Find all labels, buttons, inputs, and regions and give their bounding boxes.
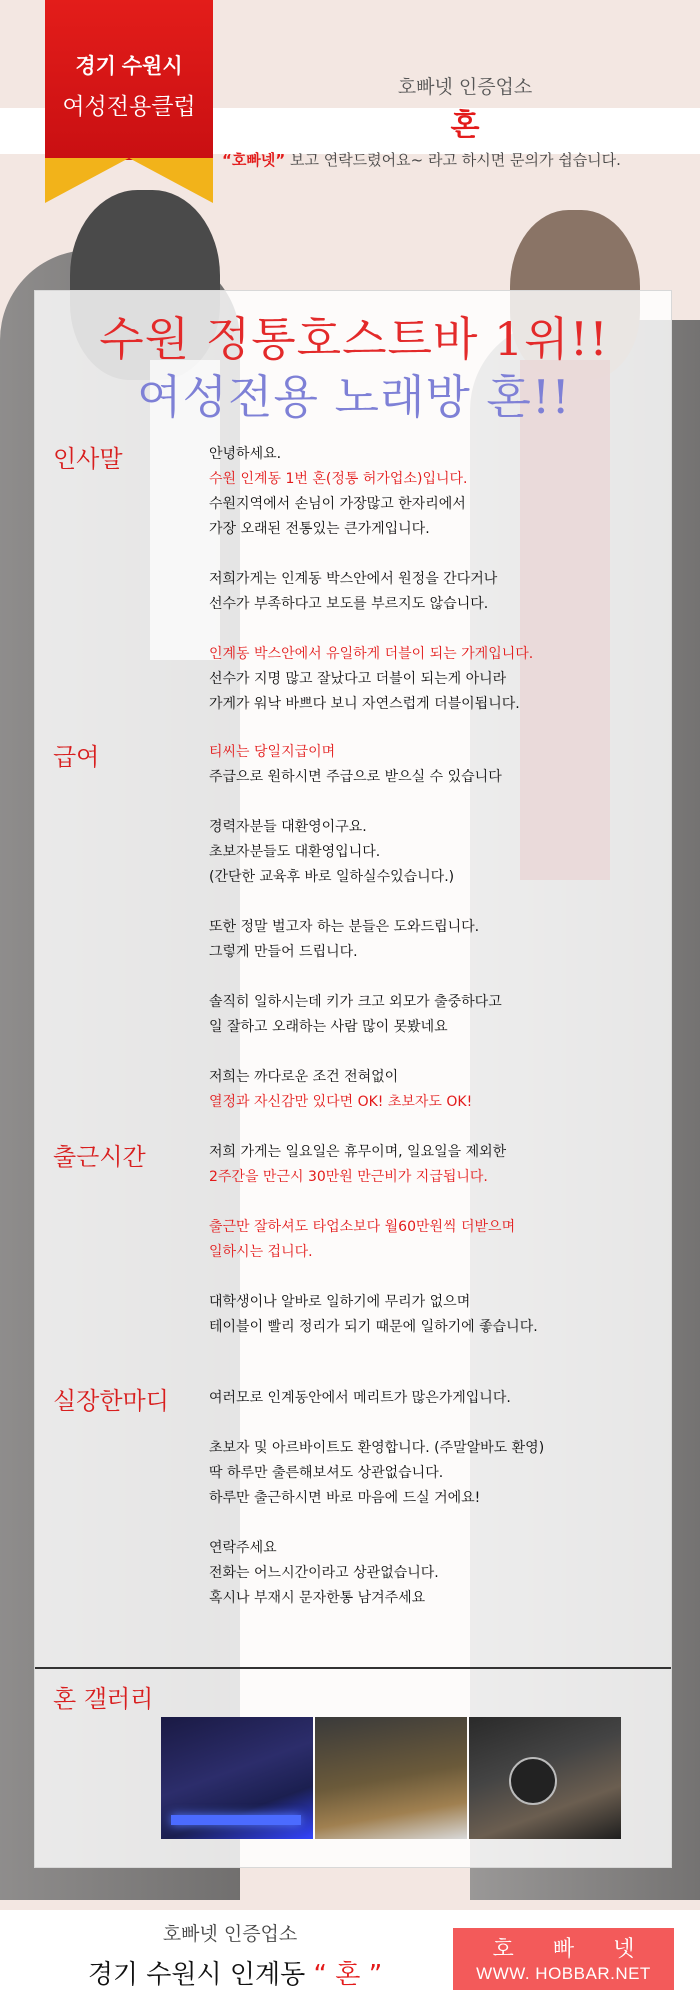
section-line: 가장 오래된 전통있는 큰가게입니다.: [209, 521, 430, 537]
section-line: [209, 1265, 649, 1290]
note-text: 보고 연락드렸어요~ 라고 하시면 문의가 쉽습니다.: [285, 151, 621, 169]
badge-region: 경기 수원시: [75, 54, 183, 78]
section-line: [209, 790, 649, 815]
gallery-title: 혼 갤러리: [53, 1685, 154, 1713]
section-line: 또한 정말 벌고자 하는 분들은 도와드립니다.: [209, 919, 480, 935]
section-line: 초보자분들도 대환영입니다.: [209, 844, 381, 860]
header-business-name: 혼: [450, 108, 480, 143]
hobbar-logo-url: WWW. HOBBAR.NET: [476, 1964, 651, 1983]
footer-quote-open: “: [313, 1960, 328, 1990]
region-ribbon-badge: [45, 0, 213, 205]
ribbon-red-block: [45, 0, 213, 160]
section-line: 초보자 및 아르바이트도 환영합니다. (주말알바도 환영): [209, 1440, 545, 1456]
section-line: 가게가 워낙 바쁘다 보니 자연스럽게 더블이됩니다.: [209, 696, 520, 712]
footer-name-highlight: 혼: [327, 1960, 369, 1990]
section-body-pay: [209, 740, 649, 1115]
logo-char: 넷: [613, 1937, 635, 1962]
section-line: [209, 1040, 649, 1065]
section-line: 혹시나 부재시 문자한통 남겨주세요: [209, 1590, 426, 1606]
logo-char: 호: [492, 1937, 514, 1962]
section-title-hours: 출근시간: [53, 1143, 146, 1171]
section-line: [209, 1511, 649, 1536]
main-content-panel: [34, 290, 672, 1868]
section-line: 출근만 잘하셔도 타업소보다 월60만원씩 더받으며: [209, 1219, 516, 1235]
section-line: 열정과 자신감만 있다면 OK! 초보자도 OK!: [209, 1094, 473, 1110]
gallery-photo-room-blue[interactable]: [161, 1717, 313, 1839]
section-line: 인계동 박스안에서 유일하게 더블이 되는 가게입니다.: [209, 646, 534, 662]
section-body-greeting: [209, 442, 649, 717]
section-line: [209, 965, 649, 990]
footer-business-name: [70, 1954, 400, 1991]
section-line: 딱 하루만 출른해보셔도 상관없습니다.: [209, 1465, 444, 1481]
footer-location: 경기 수원시 인계동: [87, 1960, 314, 1990]
section-line: 티씨는 당일지급이며: [209, 744, 336, 760]
section-line: 경력자분들 대환영이구요.: [209, 819, 367, 835]
note-highlight: “호빠넷”: [222, 151, 286, 169]
section-line: [209, 1190, 649, 1215]
section-line: 여러모로 인계동안에서 메리트가 많은가게입니다.: [209, 1390, 511, 1406]
headline-secondary: 여성전용 노래방 혼!!: [137, 370, 571, 424]
section-line: 안녕하세요.: [209, 446, 282, 462]
gallery-photo-entrance[interactable]: [469, 1717, 621, 1839]
section-line: 연락주세요: [209, 1540, 277, 1556]
section-line: 저희 가게는 일요일은 휴무이며, 일요일을 제외한: [209, 1144, 507, 1160]
section-line: 수원 인계동 1번 혼(정통 허가업소)입니다.: [209, 471, 468, 487]
gallery-divider: [35, 1667, 671, 1669]
logo-char: 빠: [552, 1937, 575, 1962]
section-line: 하루만 출근하시면 바로 마음에 드실 거에요!: [209, 1490, 481, 1506]
section-line: 선수가 지명 많고 잘났다고 더블이 되는게 아니라: [209, 671, 507, 687]
section-line: 일하시는 겁니다.: [209, 1244, 313, 1260]
headline-primary: 수원 정통호스트바 1위!!: [99, 312, 609, 366]
header-cert-label: 호빠넷 인증업소: [397, 76, 533, 98]
section-body-hours: [209, 1140, 649, 1340]
section-body-manager-word: [209, 1386, 649, 1611]
section-line: 솔직히 일하시는데 키가 크고 외모가 출중하다고: [209, 994, 502, 1010]
section-line: [209, 890, 649, 915]
section-line: 선수가 부족하다고 보도를 부르지도 않습니다.: [209, 596, 489, 612]
footer-quote-close: ”: [368, 1960, 383, 1990]
section-line: 저희는 까다로운 조건 전혀없이: [209, 1069, 399, 1085]
section-line: [209, 617, 649, 642]
footer: [0, 1910, 700, 2000]
section-line: 그렇게 만들어 드립니다.: [209, 944, 358, 960]
section-line: [209, 1411, 649, 1436]
section-line: 전화는 어느시간이라고 상관없습니다.: [209, 1565, 439, 1581]
section-line: [209, 542, 649, 567]
section-line: 주급으로 원하시면 주급으로 받으실 수 있습니다: [209, 769, 502, 785]
section-line: 저희가게는 인계동 박스안에서 원정을 간다거나: [209, 571, 498, 587]
gallery-strip: [161, 1717, 621, 1839]
section-line: 2주간을 만근시 30만원 만근비가 지급됩니다.: [209, 1169, 488, 1185]
hobbar-logo-text: [453, 1932, 674, 1963]
section-line: 대학생이나 알바로 일하기에 무리가 없으며: [209, 1294, 471, 1310]
badge-subtitle: 여성전용클럽: [62, 93, 196, 120]
section-line: (간단한 교육후 바로 일하실수있습니다.): [209, 869, 455, 885]
ribbon-gold-tail: [45, 158, 213, 203]
footer-cert-label: 호빠넷 인증업소: [162, 1923, 298, 1945]
section-title-manager-word: 실장한마디: [53, 1387, 169, 1415]
section-line: 수원지역에서 손님이 가장많고 한자리에서: [209, 496, 466, 512]
section-line: 테이블이 빨리 정리가 되기 때문에 일하기에 좋습니다.: [209, 1319, 538, 1335]
section-line: 일 잘하고 오래하는 사람 많이 못봤네요: [209, 1019, 448, 1035]
hobbar-logo[interactable]: [453, 1928, 674, 1990]
header-contact-note: [222, 149, 692, 170]
section-title-greeting: 인사말: [53, 445, 123, 473]
section-title-pay: 급여: [53, 743, 100, 771]
gallery-photo-room-gold[interactable]: [315, 1717, 467, 1839]
